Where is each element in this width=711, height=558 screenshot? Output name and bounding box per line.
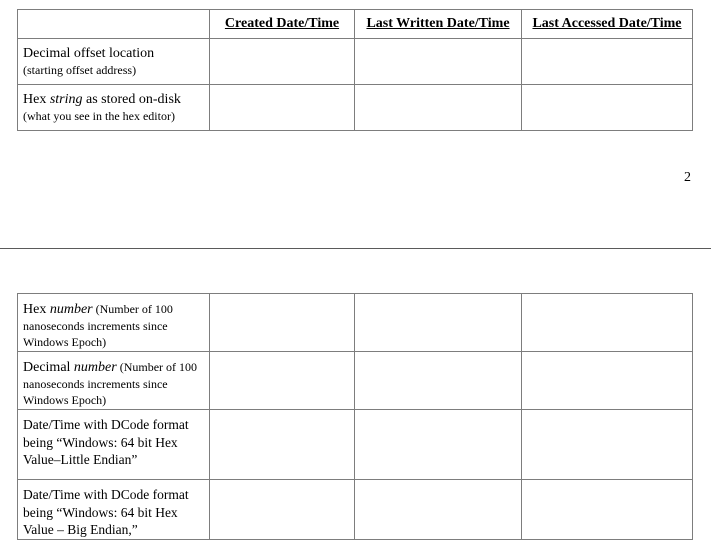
table-row [18,480,693,540]
cell-created[interactable] [210,352,355,410]
header-row [18,10,693,39]
cell-last-written[interactable] [355,39,522,85]
row-label-dcode-little-endian: Date/Time with DCode format being “Windows: 64 bit Hex Value–Little Endian” [18,410,210,480]
row-label-hex-number [18,294,210,352]
cell-last-accessed[interactable] [522,294,693,352]
cell-last-accessed[interactable] [522,85,693,131]
header-created: Created Date/Time [210,10,355,39]
header-corner-cell [18,10,210,39]
label-emphasis: string [49,92,83,107]
label-text: Decimal [23,360,74,375]
cell-last-written[interactable] [355,294,522,352]
label-text: Hex [23,92,50,107]
cell-created[interactable] [210,39,355,85]
table-row [18,410,693,480]
cell-last-accessed[interactable] [522,480,693,540]
timestamp-table-top [17,9,693,131]
label-text: as stored on-disk [82,92,181,107]
row-label-main: Decimal offset location [23,46,155,61]
cell-created[interactable] [210,410,355,480]
label-text: (Number of 100 nanoseconds increments since Windows Epoch) [23,360,198,407]
label-emphasis: number [49,302,93,317]
page-number: 2 [684,170,691,185]
table-row [18,352,693,410]
cell-created[interactable] [210,480,355,540]
timestamp-table-bottom [17,293,693,540]
table-row [18,294,693,352]
label-text: Hex [23,302,50,317]
row-label-sub: (starting offset address) [23,63,137,77]
cell-last-written[interactable] [355,352,522,410]
row-label-hex-string [18,85,210,131]
row-label-decimal-number [18,352,210,410]
label-text: (Number of 100 nanoseconds increments since Windows Epoch) [23,302,173,349]
cell-last-accessed[interactable] [522,39,693,85]
header-last-written: Last Written Date/Time [355,10,522,39]
page-break-divider [0,248,711,249]
cell-created[interactable] [210,85,355,131]
row-label-dcode-big-endian: Date/Time with DCode format being “Windows: 64 bit Hex Value – Big Endian,” [18,480,210,540]
label-emphasis: number [73,360,117,375]
row-label-sub: (what you see in the hex editor) [23,109,175,123]
table-row [18,85,693,131]
cell-created[interactable] [210,294,355,352]
row-label-decimal-offset [18,39,210,85]
cell-last-accessed[interactable] [522,352,693,410]
header-last-accessed: Last Accessed Date/Time [522,10,693,39]
table-row [18,39,693,85]
cell-last-written[interactable] [355,480,522,540]
cell-last-written[interactable] [355,410,522,480]
row-label-main [23,92,205,108]
cell-last-accessed[interactable] [522,410,693,480]
cell-last-written[interactable] [355,85,522,131]
